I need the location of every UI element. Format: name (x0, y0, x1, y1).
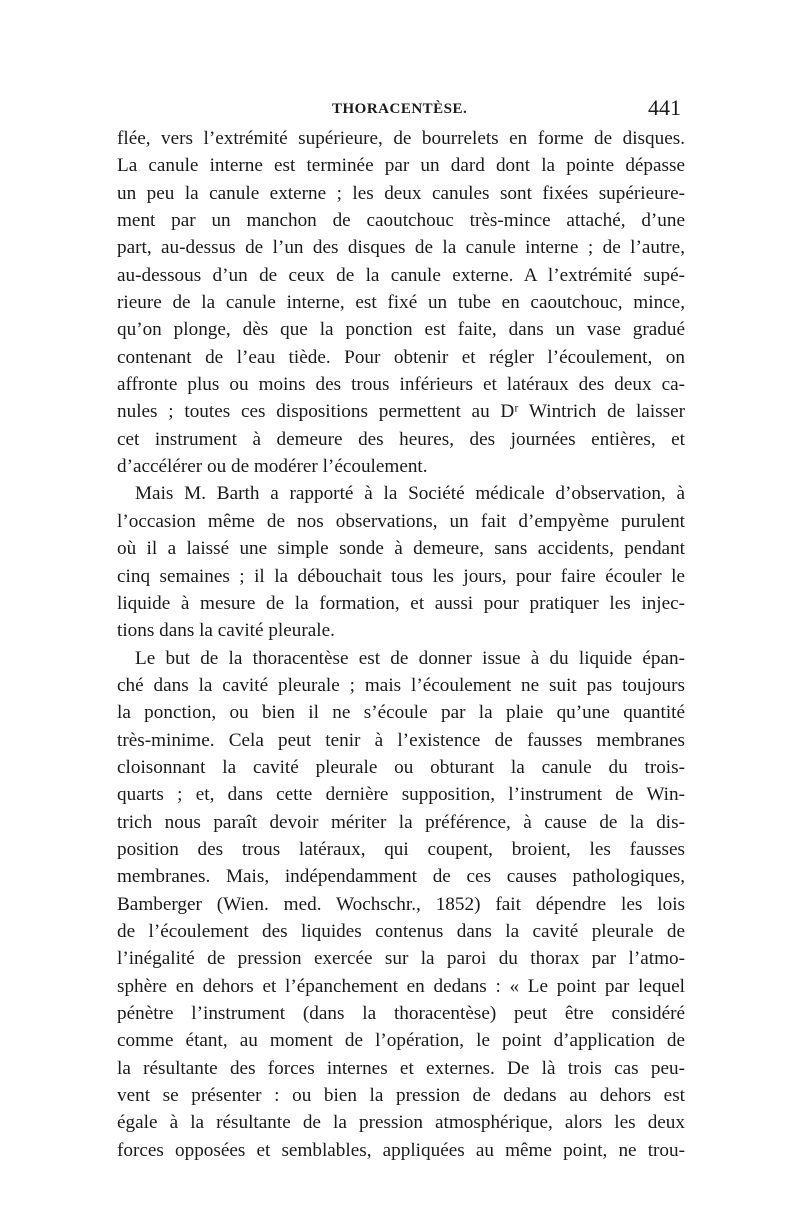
text-line: liquide à mesure de la formation, et aussi pour pratiquer les injec- (117, 592, 685, 614)
text-line: l’inégalité de pression exercée sur la paroi du thorax par l’atmo- (117, 948, 685, 970)
body-text (117, 125, 685, 1164)
text-line: d’accélérer ou de modérer l’écoulement. (117, 456, 428, 478)
paragraph-2 (117, 480, 685, 644)
running-title: THORACENTÈSE. (332, 101, 468, 117)
text-line: où il a laissé une simple sonde à demeure, sans accidents, pendant (117, 538, 685, 560)
paragraph-1 (117, 125, 685, 480)
text-line: au-dessous d’un de ceux de la canule externe. A l’extrémité supé- (117, 264, 685, 286)
text-line: très-minime. Cela peut tenir à l’existence de fausses membranes (117, 729, 685, 751)
text-line: nules ; toutes ces dispositions permettent au Dʳ Wintrich de laisser (117, 401, 685, 423)
text-line: Bamberger (Wien. med. Wochschr., 1852) fait dépendre les lois (117, 893, 685, 915)
text-line: l’occasion même de nos observations, un fait d’empyème purulent (117, 510, 685, 532)
running-head (117, 95, 685, 125)
text-line: quarts ; et, dans cette dernière supposition, l’instrument de Win- (117, 784, 685, 806)
text-line: trich nous paraît devoir mériter la préférence, à cause de la dis- (117, 811, 685, 833)
text-line: comme étant, au moment de l’opération, le point d’application de (117, 1030, 685, 1052)
text-line: la résultante des forces internes et externes. De là trois cas peu- (117, 1057, 685, 1079)
text-line: égale à la résultante de la pression atmosphérique, alors les deux (117, 1112, 685, 1134)
page-number: 441 (648, 95, 681, 120)
text-line: ché dans la cavité pleurale ; mais l’écoulement ne suit pas toujours (117, 674, 685, 696)
text-line: affronte plus ou moins des trous inférieurs et latéraux des deux ca- (117, 374, 685, 396)
text-line: cinq semaines ; il la débouchait tous les jours, pour faire écouler le (117, 565, 685, 587)
paragraph-3 (117, 645, 685, 1165)
text-line: position des trous latéraux, qui coupent, broient, les fausses (117, 838, 685, 860)
text-line: un peu la canule externe ; les deux canules sont fixées supérieure- (117, 182, 685, 204)
text-line: Mais M. Barth a rapporté à la Société médicale d’observation, à (135, 483, 685, 505)
text-line: flée, vers l’extrémité supérieure, de bourrelets en forme de disques. (117, 128, 685, 149)
text-line: contenant de l’eau tiède. Pour obtenir et régler l’écoulement, on (117, 346, 685, 368)
text-line: pénètre l’instrument (dans la thoracentèse) peut être considéré (117, 1003, 685, 1024)
text-line: tions dans la cavité pleurale. (117, 620, 335, 642)
text-line: cloisonnant la cavité pleurale ou obturant la canule du trois- (117, 756, 685, 778)
text-line: qu’on plonge, dès que la ponction est faite, dans un vase gradué (117, 319, 685, 341)
text-line: Le but de la thoracentèse est de donner issue à du liquide épan- (135, 647, 685, 669)
text-line: cet instrument à demeure des heures, des journées entières, et (117, 428, 685, 450)
book-page (117, 95, 685, 1164)
text-line: la ponction, ou bien il ne s’écoule par la plaie qu’une quantité (117, 702, 685, 724)
text-line: vent se présenter : ou bien la pression de dedans au dehors est (117, 1085, 685, 1107)
text-line: La canule interne est terminée par un dard dont la pointe dépasse (117, 155, 685, 177)
text-line: membranes. Mais, indépendamment de ces causes pathologiques, (117, 866, 685, 888)
text-line: rieure de la canule interne, est fixé un tube en caoutchouc, mince, (117, 292, 685, 314)
text-line: forces opposées et semblables, appliquées au même point, ne trou- (117, 1139, 685, 1161)
text-line: de l’écoulement des liquides contenus dans la cavité pleurale de (117, 920, 685, 942)
text-line: ment par un manchon de caoutchouc très-mince attaché, d’une (117, 210, 685, 232)
text-line: sphère en dehors et l’épanchement en dedans : « Le point par lequel (117, 975, 685, 997)
text-line: part, au-dessus de l’un des disques de la canule interne ; de l’autre, (117, 237, 685, 259)
